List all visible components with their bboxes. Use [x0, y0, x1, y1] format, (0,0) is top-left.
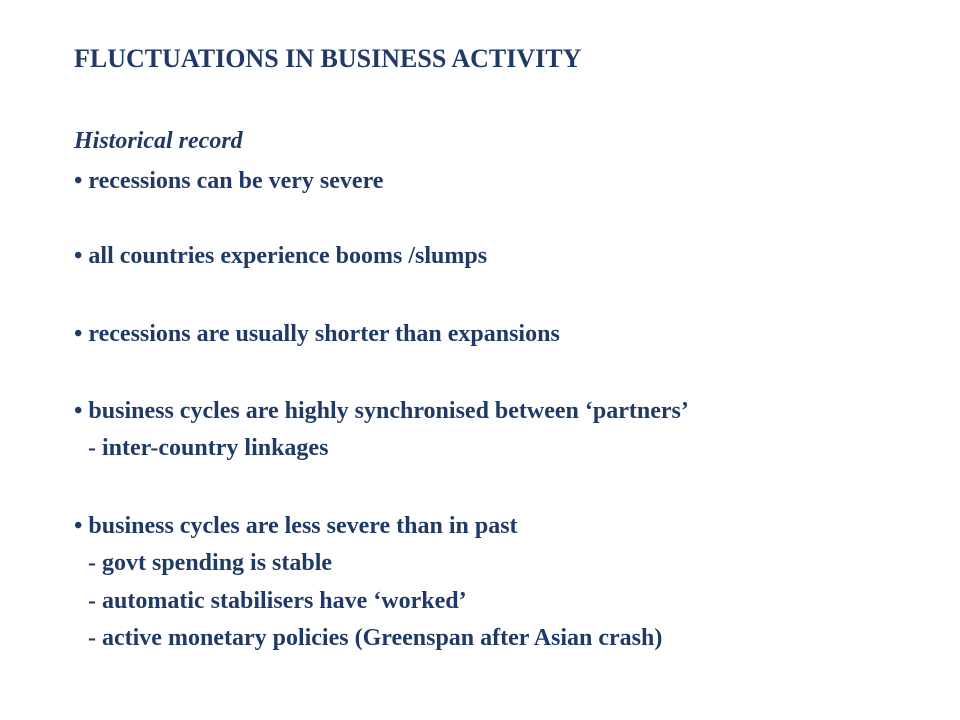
bullet-less-severe: • business cycles are less severe than in past: [74, 513, 518, 539]
bullet-synchronised-cycles: • business cycles are highly synchronised between ‘partners’: [74, 398, 689, 424]
subpoint-automatic-stabilisers: - automatic stabilisers have ‘worked’: [88, 588, 467, 614]
section-heading: Historical record: [74, 128, 243, 154]
subpoint-govt-spending: - govt spending is stable: [88, 550, 333, 576]
bullet-recessions-severe: • recessions can be very severe: [74, 168, 384, 194]
slide-title: FLUCTUATIONS IN BUSINESS ACTIVITY: [74, 44, 582, 73]
subpoint-monetary-policies: - active monetary policies (Greenspan after Asian crash): [88, 625, 663, 651]
subpoint-inter-country-linkages: - inter-country linkages: [88, 435, 329, 461]
bullet-booms-slumps: • all countries experience booms /slumps: [74, 243, 488, 269]
bullet-recessions-shorter: • recessions are usually shorter than expansions: [74, 321, 560, 347]
